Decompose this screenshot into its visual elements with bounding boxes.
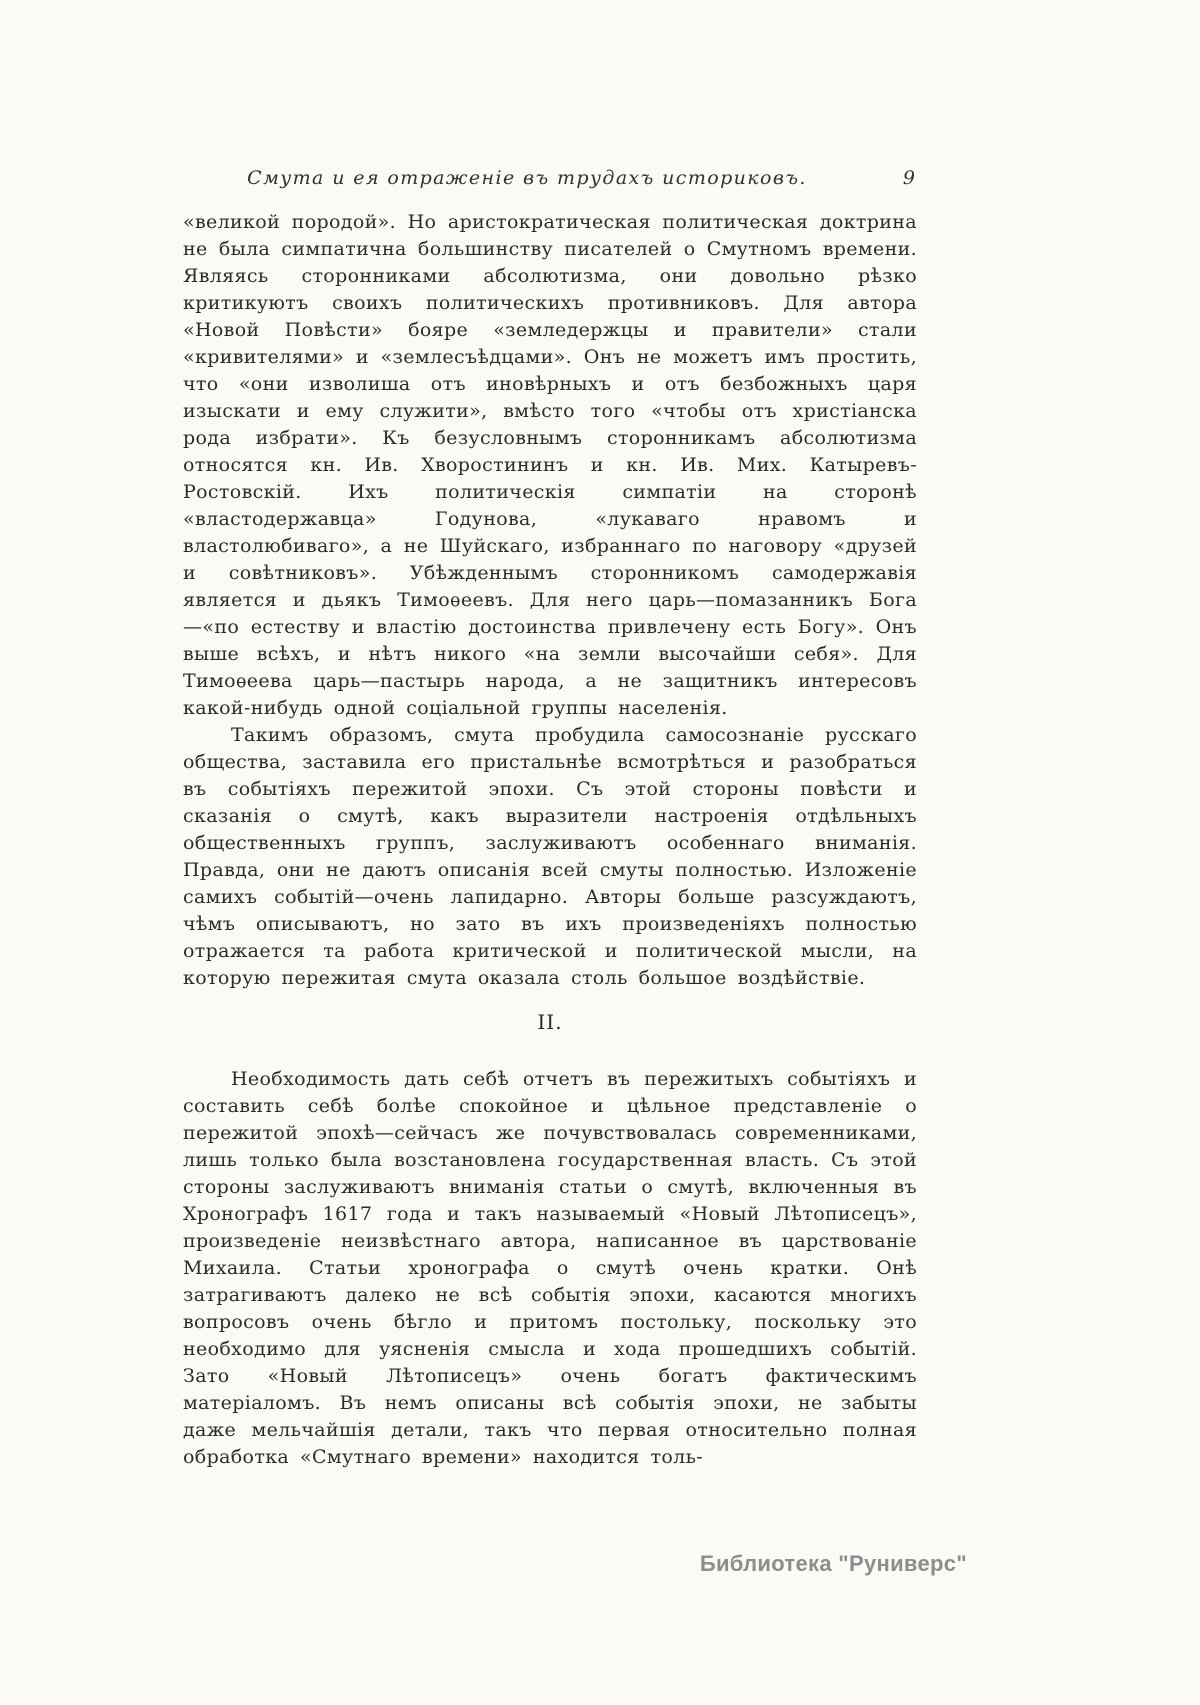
running-head (183, 165, 917, 192)
running-head-title: Смута и ея отраженіе въ трудахъ историковъ. (247, 167, 807, 189)
page-number: 9 (902, 167, 915, 189)
paragraph: «великой породой». Но аристократическая политическая доктрина не была симпатична большинству писателей о Смутномъ времени. Являясь сторонниками абсолютизма, они довольно рѣзко критикуютъ своихъ политическихъ противниковъ. Для автора «Новой Повѣсти» бояре «земледержцы и правители» стали «кривителями» и «землесъѣдцами». Онъ не можетъ имъ простить, что «они изволиша отъ иновѣрныхъ и отъ безбожныхъ царя изыскати и ему служити», вмѣсто того «чтобы отъ христіанска рода избрати». Къ безусловнымъ сторонникамъ абсолютизма относятся кн. Ив. Хворостининъ и кн. Ив. Мих. Катыревъ-Ростовскій. Ихъ политическія симпатіи на сторонѣ «властодержавца» Годунова, «лукаваго нравомъ и властолюбиваго», а не Шуйскаго, избраннаго по наговору «друзей и совѣтниковъ». Убѣжденнымъ сторонникомъ самодержавія является и дьякъ Тимоѳеевъ. Для него царь—помазанникъ Бога—«по естеству и властію достоинства привлечену есть Богу». Онъ выше всѣхъ, и нѣтъ никого «на земли высочайши себя». Для Тимоѳеева царь—пастырь народа, а не защитникъ интересовъ какой-нибудь одной соціальной группы населенія. (183, 211, 917, 719)
page-content (183, 165, 917, 1471)
section-heading: II. (537, 1010, 563, 1034)
paragraph: Необходимость дать себѣ отчетъ въ пережитыхъ событіяхъ и составить себѣ болѣе спокойное и цѣльное представленіе о пережитой эпохѣ—сейчасъ же почувствовалась современниками, лишь только была возстановлена государственная власть. Съ этой стороны заслуживаютъ вниманія статьи о смутѣ, включенныя въ Хронографъ 1617 года и такъ называемый «Новый Лѣтописецъ», произведеніе неизвѣстнаго автора, написанное въ царствованіе Михаила. Статьи хронографа о смутѣ очень кратки. Онѣ затрагиваютъ далеко не всѣ событія эпохи, касаются многихъ вопросовъ очень бѣгло и притомъ постольку, поскольку это необходимо для уясненія смысла и хода прошедшихъ событій. Зато «Новый Лѣтописецъ» очень богатъ фактическимъ матеріаломъ. Въ немъ описаны всѣ событія эпохи, не забыты даже мельчайшія детали, такъ что первая относительно полная обработка «Смутнаго времени» находится толь- (183, 1068, 917, 1468)
paragraph: Такимъ образомъ, смута пробудила самосознаніе русскаго общества, заставила его пристальнѣе всмотрѣться и разобраться въ событіяхъ пережитой эпохи. Съ этой стороны повѣсти и сказанія о смутѣ, какъ выразители настроенія отдѣльныхъ общественныхъ группъ, заслуживаютъ особеннаго вниманія. Правда, они не даютъ описанія всей смуты полностью. Изложеніе самихъ событій—очень лапидарно. Авторы больше разсуждаютъ, чѣмъ описываютъ, но зато въ ихъ произведеніяхъ полностью отражается та работа критической и политической мысли, на которую пережитая смута оказала столь большое воздѣйствіе. (183, 724, 917, 989)
watermark: Библиотека "Руниверс" (699, 1551, 967, 1576)
body-text (183, 209, 917, 1471)
